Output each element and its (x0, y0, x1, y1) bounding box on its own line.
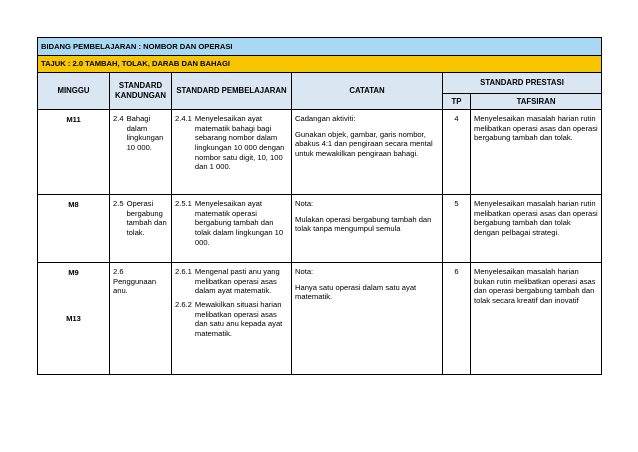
minggu-cell (38, 195, 110, 263)
minggu-label: M8 (68, 200, 79, 209)
minggu-label-second: M13 (66, 313, 81, 323)
catatan-title: Cadangan aktiviti: (295, 114, 356, 123)
kandungan-cell (110, 195, 172, 263)
table-row (38, 195, 602, 263)
header-standard-prestasi: STANDARD PRESTASI (443, 73, 602, 94)
kandungan-cell (110, 263, 172, 375)
kandungan-cell (110, 110, 172, 195)
catatan-cell (292, 195, 443, 263)
header-row (38, 73, 602, 94)
pembelajaran-number: 2.4.1 (175, 114, 192, 123)
tajuk-row (38, 56, 602, 73)
tafsiran-text: Menyelesaikan masalah harian rutin melibatkan operasi asas dan operasi bergabung tambah dan tolak dengan pelbagai strategi. (474, 199, 598, 237)
tp-cell (443, 263, 471, 375)
pembelajaran-text: Mewakilkan situasi harian melibatkan operasi asas dan satu anu kepada ayat matematik. (194, 299, 283, 338)
tafsiran-cell (471, 263, 602, 375)
pembelajaran-text: Menyelesaikan ayat matematik operasi bergabung tambah dan tolak dalam lingkungan 10 000. (194, 199, 284, 247)
catatan-body: Gunakan objek, gambar, garis nombor, abakus 4:1 dan pengiraan secara mental untuk mewakilkan pengiraan bahagi. (295, 129, 433, 158)
table-row (38, 263, 602, 375)
minggu-cell (38, 110, 110, 195)
pembelajaran-cell (172, 195, 292, 263)
header-catatan: CATATAN (292, 73, 443, 110)
header-tafsiran: TAFSIRAN (471, 94, 602, 110)
kandungan-number: 2.6 (113, 267, 124, 276)
kandungan-number: 2.5 (113, 199, 124, 208)
bidang-row (38, 38, 602, 56)
kandungan-text: Penggunaan anu. (113, 276, 157, 296)
header-tp: TP (443, 94, 471, 110)
pembelajaran-text: Mengenal pasti anu yang melibatkan operasi asas dalam ayat matematik. (194, 267, 280, 296)
pembelajaran-number: 2.6.1 (175, 267, 192, 276)
kandungan-text: Operasi bergabung tambah dan tolak. (126, 199, 167, 237)
pembelajaran-text: Menyelesaikan ayat matematik bahagi bagi sebarang nombor dalam lingkungan 10 000 dengan nombor satu digit, 10, 100 dan 1 000. (194, 114, 285, 172)
tafsiran-cell (471, 110, 602, 195)
tp-cell (443, 195, 471, 263)
minggu-label: M9 (68, 268, 79, 277)
header-standard-kandungan: STANDARD KANDUNGAN (110, 73, 172, 110)
minggu-label: M11 (66, 115, 81, 124)
pembelajaran-number: 2.6.2 (175, 299, 192, 309)
curriculum-table (37, 37, 602, 375)
pembelajaran-cell (172, 263, 292, 375)
catatan-cell (292, 263, 443, 375)
tp-value: 5 (454, 199, 459, 208)
tajuk-title: TAJUK : 2.0 TAMBAH, TOLAK, DARAB DAN BAHAGI (38, 56, 602, 73)
table-row (38, 110, 602, 195)
header-minggu: MINGGU (38, 73, 110, 110)
pembelajaran-cell (172, 110, 292, 195)
bidang-title: BIDANG PEMBELAJARAN : NOMBOR DAN OPERASI (38, 38, 602, 56)
tp-cell (443, 110, 471, 195)
tafsiran-text: Menyelesaikan masalah harian bukan rutin melibatkan operasi asas dan operasi bergabung tambah dan tolak secara kreatif dan inovatif (474, 267, 596, 305)
tp-value: 4 (454, 114, 459, 123)
catatan-body: Hanya satu operasi dalam satu ayat matematik. (295, 282, 417, 302)
minggu-cell (38, 263, 110, 375)
tafsiran-cell (471, 195, 602, 263)
catatan-title: Nota: (295, 267, 314, 276)
catatan-body: Mulakan operasi bergabung tambah dan tolak tanpa mengumpul semula (295, 214, 432, 234)
pembelajaran-number: 2.5.1 (175, 199, 192, 208)
catatan-title: Nota: (295, 199, 314, 208)
kandungan-text: Bahagi dalam lingkungan 10 000. (126, 114, 164, 152)
catatan-cell (292, 110, 443, 195)
header-standard-pembelajaran: STANDARD PEMBELAJARAN (172, 73, 292, 110)
tp-value: 6 (454, 267, 459, 276)
kandungan-number: 2.4 (113, 114, 124, 123)
curriculum-sheet (37, 37, 601, 375)
tafsiran-text: Menyelesaikan masalah harian rutin melibatkan operasi asas dan operasi bergabung tambah dan tolak. (474, 114, 598, 143)
